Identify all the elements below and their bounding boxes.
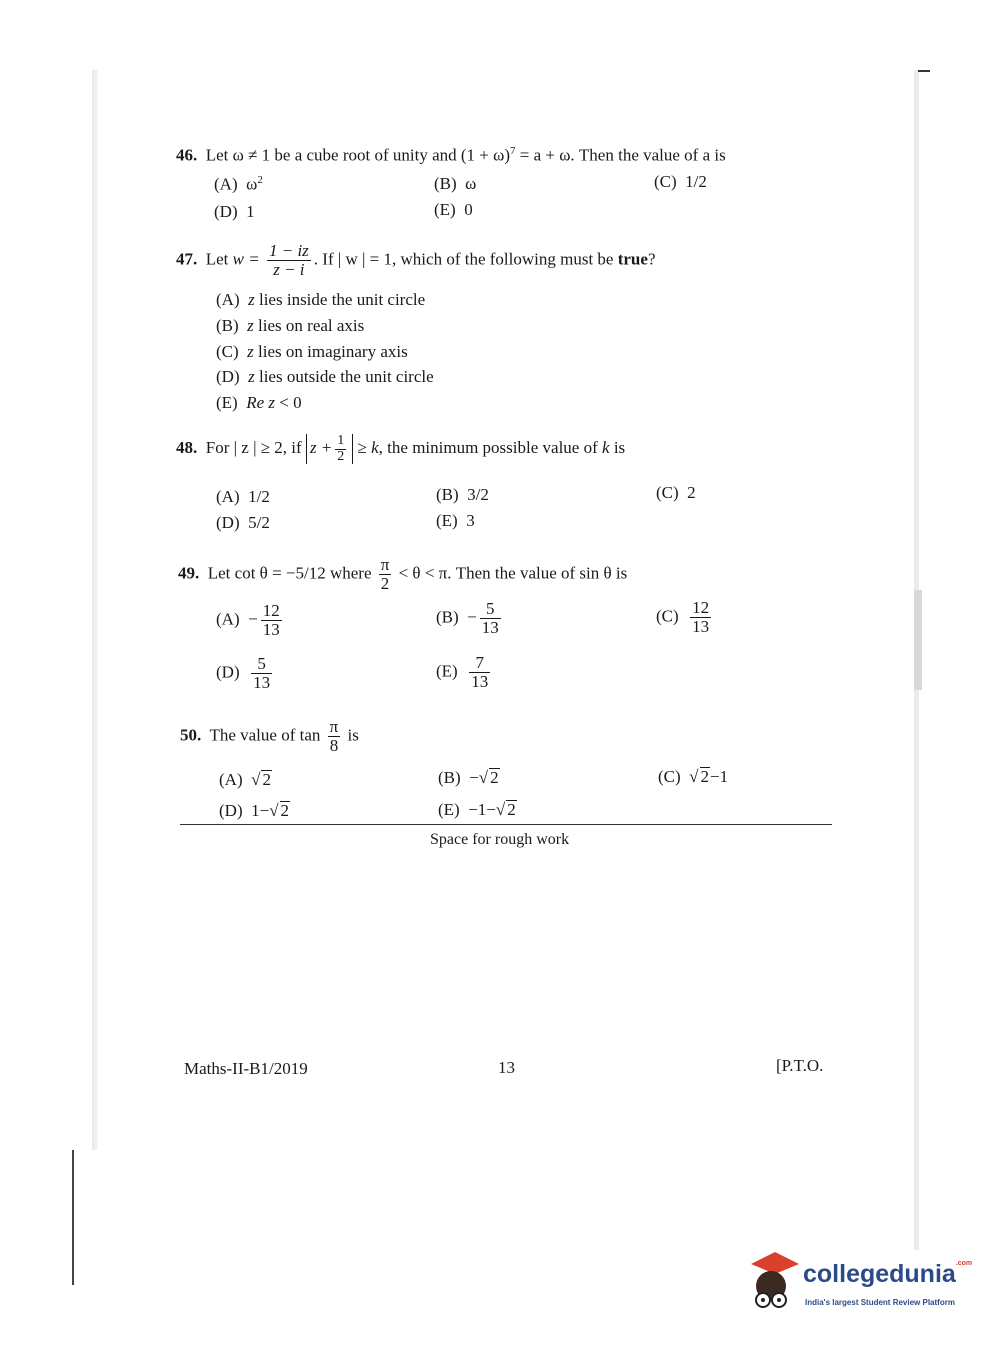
collegedunia-logo (745, 1250, 973, 1320)
option-49-b[interactable] (436, 600, 504, 637)
option-50-b[interactable]: (B) −√ 2 (438, 768, 499, 787)
option-50-c[interactable]: (C) √ 2−1 (658, 767, 729, 786)
option-fraction (251, 655, 272, 692)
option-fraction (690, 599, 711, 636)
option-46-d[interactable] (214, 202, 255, 222)
stem-fraction (328, 718, 341, 755)
option-47-b[interactable] (216, 316, 364, 336)
page-number: 13 (498, 1058, 515, 1077)
fraction-numerator: π (380, 555, 390, 574)
option-50-d[interactable]: (D) 1−√ 2 (219, 801, 290, 820)
stem-text: Let cot θ = −5/12 where (207, 563, 372, 583)
stem-absolute-value (306, 434, 353, 464)
question-49-stem (178, 556, 627, 593)
option-var: z (247, 342, 254, 361)
option-49-a[interactable] (216, 602, 285, 639)
fraction-numerator: 12 (262, 601, 280, 620)
option-fraction (261, 602, 282, 639)
option-var: z (247, 316, 254, 335)
stem-text-end: is (347, 725, 359, 745)
question-48-stem (176, 434, 625, 464)
option-var: z (248, 290, 255, 309)
option-key: (C) (216, 342, 239, 361)
stem-fraction (379, 556, 392, 593)
option-46-e[interactable] (434, 200, 473, 220)
option-radicand: 2 (280, 801, 290, 820)
option-text: lies on imaginary axis (253, 342, 408, 361)
option-key: (C) (654, 172, 677, 191)
option-value: ω (465, 174, 477, 193)
stem-var: w = (232, 249, 260, 269)
scan-line-left (72, 1150, 74, 1285)
stem-fraction (267, 242, 311, 279)
stem-fraction (335, 434, 346, 464)
option-key: (B) (216, 316, 239, 335)
option-value: 3/2 (467, 485, 489, 504)
stem-text-mid: . If | w | = 1, which of the following must be (313, 249, 614, 269)
fraction-denominator: 13 (471, 671, 489, 691)
option-48-d[interactable] (216, 513, 270, 533)
option-text: lies outside the unit circle (254, 367, 434, 386)
option-value: 1/2 (685, 172, 707, 191)
option-radicand: 2 (507, 800, 516, 819)
stem-text: The value of tan (209, 725, 321, 745)
option-exponent: 2 (257, 174, 263, 186)
option-key: (E) (436, 661, 458, 681)
option-49-c[interactable] (656, 599, 714, 636)
fraction-denominator: 13 (692, 616, 710, 636)
option-key: (A) (216, 290, 240, 309)
option-fraction (480, 600, 501, 637)
option-key: (C) (656, 483, 679, 502)
option-prefix: −1− (468, 800, 496, 819)
option-key: (B) (436, 607, 459, 627)
scan-edge-left (92, 70, 98, 1150)
question-47-stem (176, 242, 655, 279)
mascot-icon (745, 1250, 801, 1316)
option-key: (E) (438, 800, 460, 819)
rough-work-label: Space for rough work (430, 831, 570, 848)
stem-var: k (371, 438, 379, 458)
option-value: 1 (246, 202, 255, 221)
option-key: (A) (219, 770, 243, 789)
option-text: lies on real axis (253, 316, 365, 335)
option-47-d[interactable] (216, 367, 434, 387)
fraction-denominator: 13 (262, 619, 280, 639)
stem-text-end: ? (647, 249, 656, 269)
stem-relation: ≥ (357, 438, 367, 458)
option-value: 1/2 (248, 487, 270, 506)
question-50-stem (180, 718, 359, 755)
option-key: (C) (658, 767, 681, 786)
question-number: 49. (178, 563, 200, 583)
option-value: 5/2 (248, 513, 270, 532)
option-key: (D) (216, 513, 240, 532)
logo-brand (803, 1260, 972, 1289)
option-50-e[interactable]: (E) −1−√ 2 (438, 800, 516, 819)
fraction-denominator: 2 (337, 448, 345, 464)
option-48-a[interactable] (216, 487, 270, 507)
stem-text: For | z | ≥ 2, if (205, 438, 302, 458)
option-key: (B) (438, 768, 461, 787)
question-number: 48. (176, 438, 198, 458)
option-radicand: 2 (700, 767, 710, 786)
option-key: (E) (434, 200, 456, 219)
abs-text: z + (309, 438, 333, 458)
fraction-numerator: π (329, 717, 339, 736)
logo-brand-text: collegedunia (803, 1260, 956, 1288)
option-var: z (248, 367, 255, 386)
option-value: ω (246, 174, 258, 194)
corner-mark (918, 70, 930, 72)
option-key: (A) (216, 609, 240, 629)
option-value: 3 (466, 511, 475, 530)
question-46-stem (176, 145, 726, 166)
option-46-b[interactable] (434, 174, 476, 194)
option-48-b[interactable] (436, 485, 489, 505)
option-46-a[interactable] (214, 174, 263, 195)
option-key: (A) (216, 487, 240, 506)
option-49-d[interactable] (216, 655, 275, 692)
fraction-numerator: 7 (469, 654, 490, 673)
fraction-numerator: 5 (251, 655, 272, 674)
option-sign: − (248, 609, 258, 629)
scan-tab-right (914, 590, 922, 690)
fraction-denominator: 13 (253, 672, 271, 692)
option-50-a[interactable]: (A) √ 2 (219, 770, 271, 789)
option-key: (D) (214, 202, 238, 221)
option-text: < 0 (275, 393, 302, 412)
option-47-e[interactable] (216, 393, 302, 413)
logo-tagline: India's largest Student Review Platform (805, 1298, 955, 1307)
option-radicand: 2 (262, 770, 271, 789)
stem-text-end: < θ < π. Then the value of sin θ is (398, 563, 628, 583)
option-key: (E) (216, 393, 238, 412)
option-49-e[interactable] (436, 654, 493, 691)
option-text: lies inside the unit circle (254, 290, 426, 309)
option-prefix: 1− (251, 801, 270, 820)
question-number: 50. (180, 725, 202, 745)
option-value: 0 (464, 200, 473, 219)
option-47-a[interactable] (216, 290, 425, 310)
question-number: 47. (176, 249, 198, 269)
option-46-c[interactable] (654, 172, 707, 192)
option-sign: − (467, 607, 477, 627)
stem-text-end: = a + ω. Then the value of a is (515, 145, 726, 165)
footer-code: Maths-II-B1/2019 (184, 1059, 308, 1078)
stem-text: Let ω ≠ 1 be a cube root of unity and (1 + ω) (205, 145, 510, 165)
separator-rule (180, 824, 832, 825)
option-key: (C) (656, 606, 679, 626)
option-var: Re z (246, 393, 276, 412)
stem-var: k (602, 438, 610, 458)
option-48-e[interactable] (436, 511, 475, 531)
option-key: (D) (219, 801, 243, 820)
stem-text: Let (205, 249, 229, 269)
fraction-numerator: 12 (692, 598, 710, 617)
option-suffix: −1 (710, 767, 729, 786)
fraction-denominator: 13 (481, 617, 499, 637)
option-prefix: − (469, 768, 479, 787)
option-radicand: 2 (490, 768, 499, 787)
fraction-denominator: z − i (273, 259, 305, 279)
question-number: 46. (176, 145, 198, 165)
option-value: 2 (687, 483, 696, 502)
option-fraction (469, 654, 490, 691)
option-key: (D) (216, 662, 240, 682)
stem-text-mid: , the minimum possible value of (378, 438, 598, 458)
stem-text-end: is (609, 438, 626, 458)
option-key: (B) (434, 174, 457, 193)
fraction-denominator: 2 (380, 573, 390, 593)
option-key: (B) (436, 485, 459, 504)
stem-exponent: 7 (510, 145, 516, 157)
logo-com: .com (955, 1260, 973, 1267)
option-key: (E) (436, 511, 458, 530)
option-key: (A) (214, 174, 238, 194)
fraction-numerator: 1 − iz (268, 241, 309, 260)
fraction-numerator: 1 (337, 433, 345, 448)
option-47-c[interactable] (216, 342, 408, 362)
option-key: (D) (216, 367, 240, 386)
fraction-denominator: 8 (329, 735, 339, 755)
fraction-numerator: 5 (480, 600, 501, 619)
stem-emphasis: true (617, 249, 648, 269)
option-48-c[interactable] (656, 483, 696, 503)
pto-label: [P.T.O. (776, 1056, 824, 1075)
